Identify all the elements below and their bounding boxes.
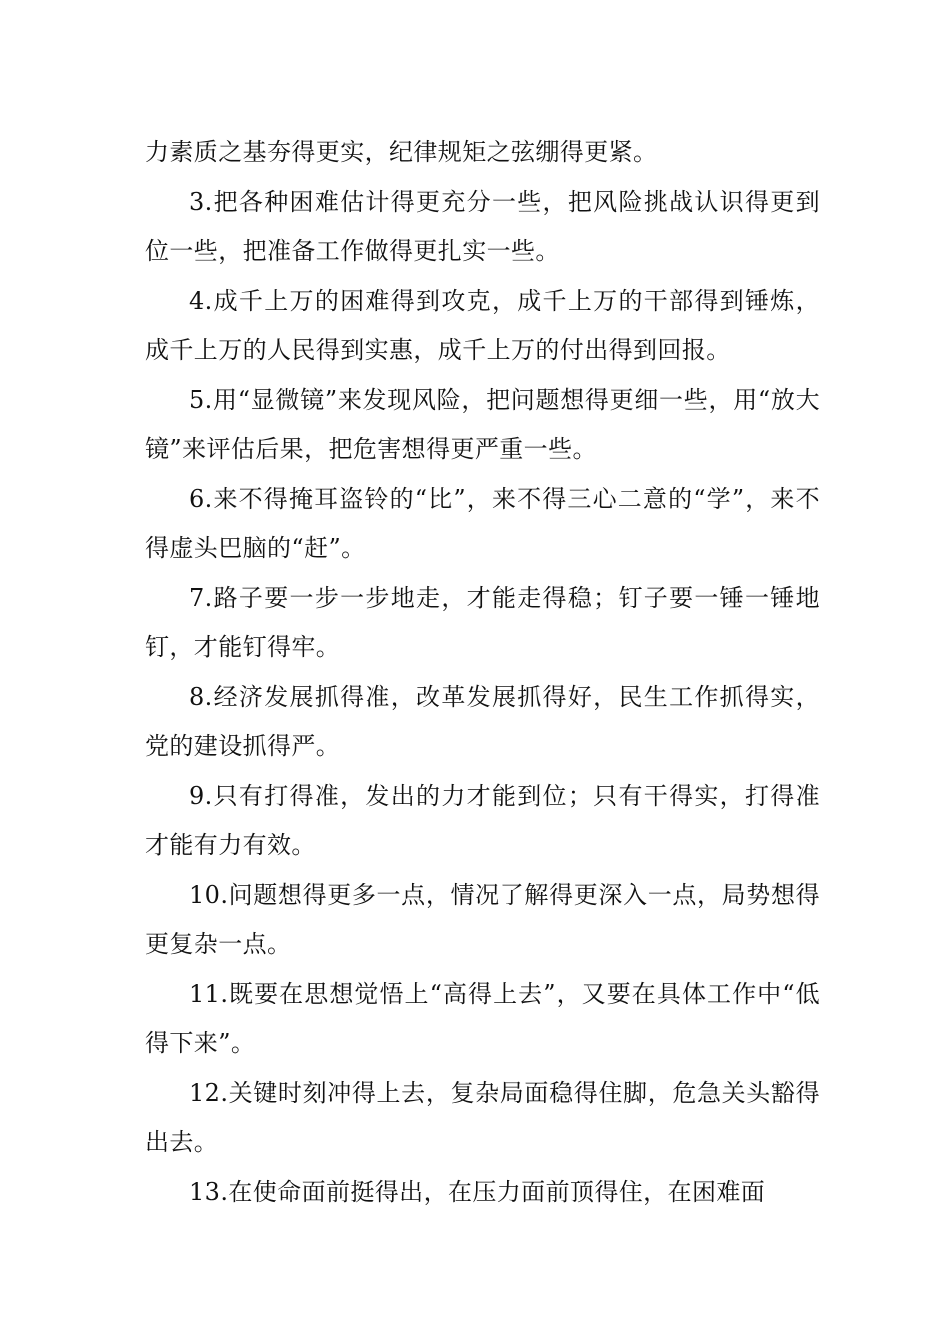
paragraph-item-12: 12.关键时刻冲得上去，复杂局面稳得住脚，危急关头豁得出去。 [145, 1078, 820, 1156]
paragraph-item-5: 5.用“显微镜”来发现风险，把问题想得更细一些，用“放大镜”来评估后果，把危害想得更严重一些。 [145, 385, 820, 463]
paragraph-item-11: 11.既要在思想觉悟上“高得上去”，又要在具体工作中“低得下来”。 [145, 979, 820, 1057]
paragraph-item-10: 10.问题想得更多一点，情况了解得更深入一点，局势想得更复杂一点。 [145, 880, 820, 958]
paragraph-item-6: 6.来不得掩耳盗铃的“比”，来不得三心二意的“学”，来不得虚头巴脑的“赶”。 [145, 484, 820, 562]
paragraph-item-13: 13.在使命面前挺得出，在压力面前顶得住，在困难面 [189, 1177, 766, 1206]
document-body [145, 128, 820, 1217]
paragraph-item-4: 4.成千上万的困难得到攻克，成千上万的干部得到锤炼，成千上万的人民得到实惠，成千上万的付出得到回报。 [145, 286, 820, 364]
paragraph-continuation: 力素质之基夯得更实，纪律规矩之弦绷得更紧。 [145, 138, 658, 166]
paragraph-item-9: 9.只有打得准，发出的力才能到位；只有干得实，打得准才能有力有效。 [145, 781, 820, 859]
paragraph-item-7: 7.路子要一步一步地走，才能走得稳；钉子要一锤一锤地钉，才能钉得牢。 [145, 583, 820, 661]
paragraph-item-3: 3.把各种困难估计得更充分一些，把风险挑战认识得更到位一些，把准备工作做得更扎实一些。 [145, 187, 820, 265]
paragraph-item-8: 8.经济发展抓得准，改革发展抓得好，民生工作抓得实，党的建设抓得严。 [145, 682, 820, 760]
